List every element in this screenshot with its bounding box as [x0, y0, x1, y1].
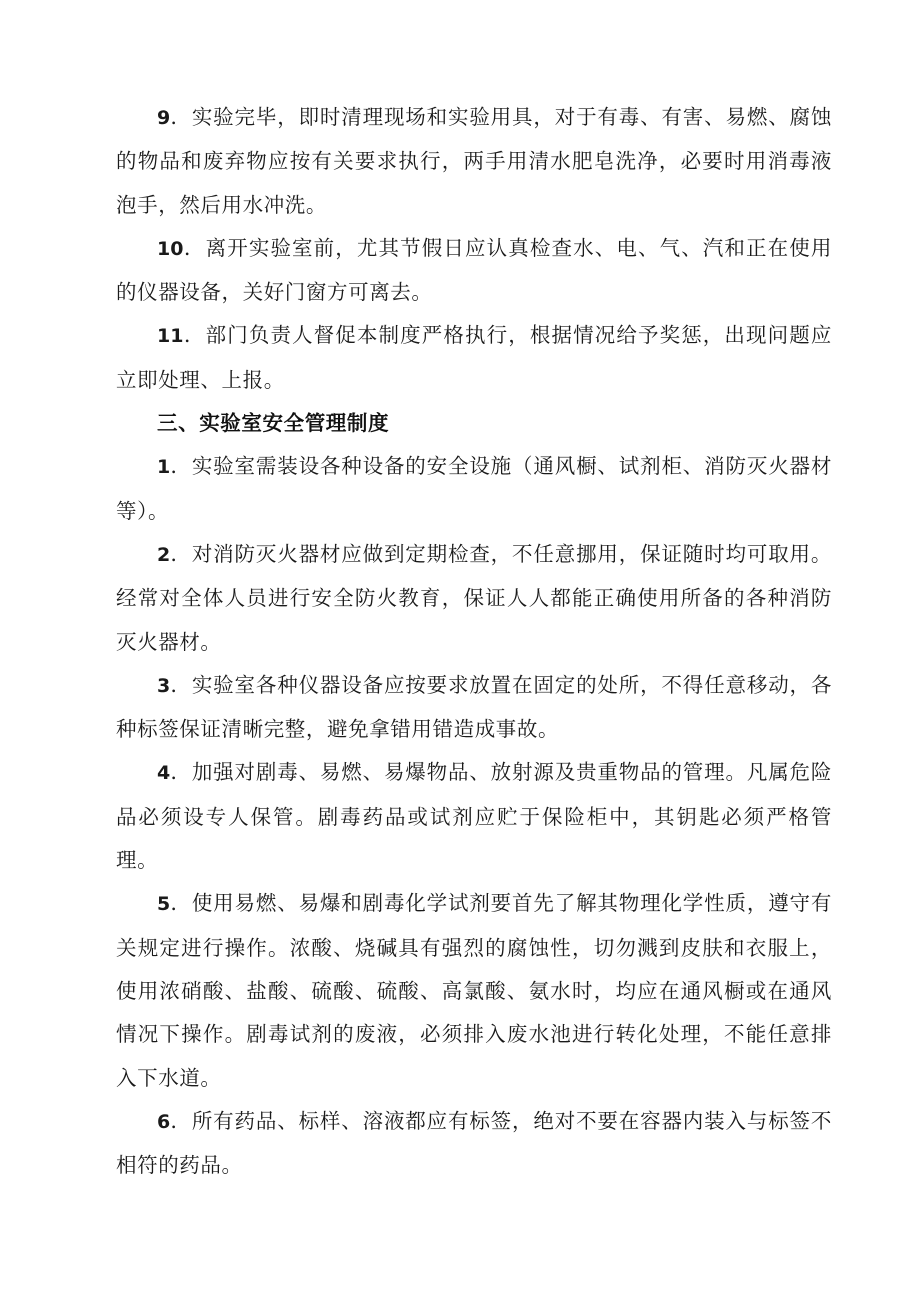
item-number: 5: [157, 893, 171, 916]
item-number: 10: [157, 237, 184, 260]
item-number: 11: [157, 325, 184, 348]
item-number: 6: [157, 1110, 171, 1133]
item-number: 3: [157, 674, 171, 697]
section-paragraph-2: [116, 533, 832, 664]
section-paragraph-6: [116, 1100, 832, 1188]
item-number: 9: [157, 107, 171, 129]
paragraph-item-9: [116, 96, 832, 227]
paragraph-text: ．实验室各种仪器设备应按要求放置在固定的处所，不得任意移动，各种标签保证清晰完整，避免拿错用错造成事故。: [116, 672, 832, 742]
paragraph-item-11: [116, 314, 832, 402]
paragraph-text: ．实验完毕，即时清理现场和实验用具，对于有毒、有害、易燃、腐蚀的物品和废弃物应按有关要求执行，两手用清水肥皂洗净，必要时用消毒液泡手，然后用水冲洗。: [116, 105, 832, 217]
paragraph-text: ．所有药品、标样、溶液都应有标签，绝对不要在容器内装入与标签不相符的药品。: [116, 1108, 832, 1178]
paragraph-text: ．对消防灭火器材应做到定期检查，不任意挪用，保证随时均可取用。经常对全体人员进行安全防火教育，保证人人都能正确使用所备的各种消防灭火器材。: [116, 541, 832, 654]
paragraph-text: ．实验室需装设各种设备的安全设施（通风橱、试剂柜、消防灭火器材等）。: [116, 454, 832, 523]
section-paragraph-4: [116, 751, 832, 882]
paragraph-text: ．离开实验室前，尤其节假日应认真检查水、电、气、汽和正在使用的仪器设备，关好门窗方可离去。: [116, 235, 832, 305]
paragraph-item-10: [116, 227, 832, 315]
section-paragraph-1: [116, 445, 832, 533]
section-paragraph-5: [116, 882, 832, 1099]
section-heading: 三、实验室安全管理制度: [157, 411, 390, 436]
section-paragraph-3: [116, 664, 832, 752]
paragraph-text: ．加强对剧毒、易燃、易爆物品、放射源及贵重物品的管理。凡属危险品必须设专人保管。剧毒药品或试剂应贮于保险柜中，其钥匙必须严格管理。: [116, 760, 832, 873]
item-number: 2: [157, 543, 171, 566]
paragraph-text: ．部门负责人督促本制度严格执行，根据情况给予奖惩，出现问题应立即处理、上报。: [116, 323, 832, 392]
paragraph-text: ．使用易燃、易爆和剧毒化学试剂要首先了解其物理化学性质，遵守有关规定进行操作。浓酸、烧碱具有强烈的腐蚀性，切勿溅到皮肤和衣服上，使用浓硝酸、盐酸、硫酸、硫酸、高氯酸、氨水时，均应在通风橱或在通风情况下操作。剧毒试剂的废液，必须排入废水池进行转化处理，不能任意排入下水道。: [116, 891, 832, 1090]
item-number: 4: [157, 762, 171, 785]
item-number: 1: [157, 456, 171, 479]
